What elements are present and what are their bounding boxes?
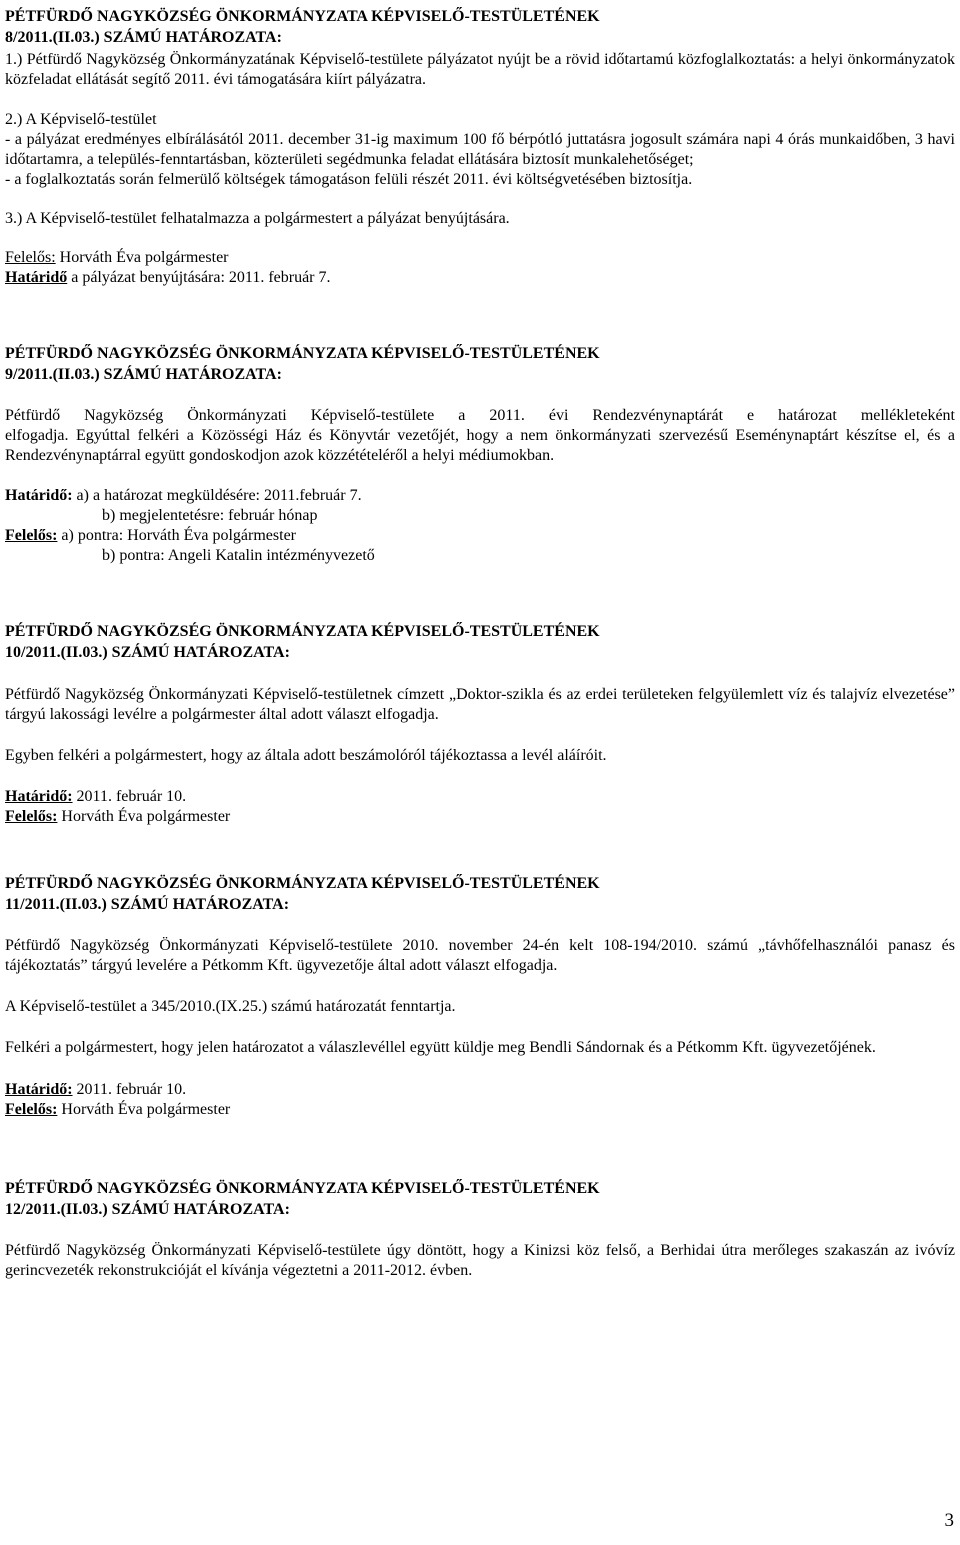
responsible-value: Horváth Éva polgármester bbox=[55, 249, 229, 266]
responsible-value: Horváth Éva polgármester bbox=[57, 808, 231, 825]
resolution-10-number: 10/2011.(II.03.) SZÁMÚ HATÁROZATA: bbox=[5, 644, 290, 661]
resolution-12-text: Pétfürdő Nagyközség Önkormányzati Képviselő-testülete úgy döntött, hogy a Kinizsi köz felső, a Berhidai útra merőleges szakaszán az ivóvíz gerincvezeték rekonstrukcióját el kívánja végeztetni a 2011-2012. évben. bbox=[5, 1242, 955, 1279]
resolution-8-point-3: 3.) A Képviselő-testület felhatalmazza a polgármestert a pályázat benyújtására. bbox=[5, 210, 510, 227]
resolution-11-text: Pétfürdő Nagyközség Önkormányzati Képviselő-testülete 2010. november 24-én kelt 108-194/2010. számú „távhőfelhasználói panasz és tájékoztatás” tárgyú levelére a Pétkomm Kft. ügyvezetője által adott választ elfogadja. bbox=[5, 937, 955, 974]
resolution-11-number: 11/2011.(II.03.) SZÁMÚ HATÁROZATA: bbox=[5, 896, 290, 913]
resolution-8-point-2-item-2: - a foglalkoztatás során felmerülő költségek támogatáson felüli részét 2011. évi költségvetésében biztosítja. bbox=[5, 171, 693, 188]
resolution-8-deadline bbox=[5, 268, 955, 288]
resolution-8-number: 8/2011.(II.03.) SZÁMÚ HATÁROZATA: bbox=[5, 29, 282, 46]
responsible-a: a) pontra: Horváth Éva polgármester bbox=[57, 527, 296, 544]
responsible-label: Felelős: bbox=[5, 1101, 58, 1118]
responsible-label: Felelős: bbox=[5, 808, 58, 825]
responsible-label: Felelős: bbox=[5, 527, 58, 544]
resolution-12-header: PÉTFÜRDŐ NAGYKÖZSÉG ÖNKORMÁNYZATA KÉPVISELŐ-TESTÜLETÉNEK bbox=[5, 1180, 600, 1197]
resolution-9-deadline-b: b) megjelentetésre: február hónap bbox=[102, 507, 318, 524]
resolution-10-text: Pétfürdő Nagyközség Önkormányzati Képviselő-testületnek címzett „Doktor-szikla és az erdei területeken felgyülemlett víz és talajvíz elvezetése” tárgyú lakossági levélre a polgármester által adott választ elfogadja. bbox=[5, 686, 955, 723]
resolution-8-responsible bbox=[5, 248, 955, 268]
resolution-9-text-line-1: Pétfürdő Nagyközség Önkormányzati Képviselő-testülete a 2011. évi Rendezvénynaptárát e határozat mellékleteként bbox=[5, 407, 955, 424]
resolution-8-point-1: 1.) Pétfürdő Nagyközség Önkormányzatának Képviselő-testülete pályázatot nyújt be a rövid időtartamú közfoglalkoztatás: a helyi önkormányzatok közfeladat ellátását segítő 2011. évi támogatására kiírt pályázatra. bbox=[5, 51, 955, 88]
page-number: 3 bbox=[944, 1510, 954, 1531]
resolution-8-header: PÉTFÜRDŐ NAGYKÖZSÉG ÖNKORMÁNYZATA KÉPVISELŐ-TESTÜLETÉNEK bbox=[5, 8, 600, 25]
responsible-label: Felelős: bbox=[5, 249, 56, 266]
resolution-10-header: PÉTFÜRDŐ NAGYKÖZSÉG ÖNKORMÁNYZATA KÉPVISELŐ-TESTÜLETÉNEK bbox=[5, 623, 600, 640]
resolution-11-maintain: A Képviselő-testület a 345/2010.(IX.25.) számú határozatát fenntartja. bbox=[5, 998, 456, 1015]
resolution-9-responsible bbox=[5, 526, 955, 546]
deadline-label: Határidő bbox=[5, 269, 68, 286]
resolution-11-deadline bbox=[5, 1080, 955, 1100]
resolution-10-deadline bbox=[5, 787, 955, 807]
resolution-11-request: Felkéri a polgármestert, hogy jelen határozatot a válaszlevéllel együtt küldje meg Bendli Sándornak és a Pétkomm Kft. ügyvezetőjének. bbox=[5, 1039, 876, 1056]
document-page bbox=[5, 6, 955, 1281]
deadline-value: 2011. február 10. bbox=[72, 788, 187, 805]
deadline-value: a pályázat benyújtására: 2011. február 7. bbox=[67, 269, 331, 286]
deadline-value: 2011. február 10. bbox=[72, 1081, 187, 1098]
resolution-8-point-2-intro: 2.) A Képviselő-testület bbox=[5, 111, 157, 128]
resolution-12-number: 12/2011.(II.03.) SZÁMÚ HATÁROZATA: bbox=[5, 1201, 290, 1218]
deadline-a: a) a határozat megküldésére: 2011.február 7. bbox=[72, 487, 362, 504]
resolution-9-responsible-b: b) pontra: Angeli Katalin intézményvezető bbox=[102, 547, 375, 564]
resolution-8-point-2-item-1: - a pályázat eredményes elbírálásától 2011. december 31-ig maximum 100 fő bérpótló juttatásra jogosult számára napi 4 órás munkaidőben, 3 havi időtartamra, a település-fenntartásban, közterületi segédmunka feladat ellátására biztosít munkalehetőséget; bbox=[5, 131, 955, 168]
resolution-11-responsible bbox=[5, 1100, 955, 1120]
resolution-9-deadline bbox=[5, 486, 955, 506]
resolution-9-header: PÉTFÜRDŐ NAGYKÖZSÉG ÖNKORMÁNYZATA KÉPVISELŐ-TESTÜLETÉNEK bbox=[5, 345, 600, 362]
deadline-label: Határidő: bbox=[5, 1081, 73, 1098]
deadline-label: Határidő: bbox=[5, 788, 73, 805]
resolution-10-request: Egyben felkéri a polgármestert, hogy az általa adott beszámolóról tájékoztassa a levél aláíróit. bbox=[5, 747, 607, 764]
resolution-11-header: PÉTFÜRDŐ NAGYKÖZSÉG ÖNKORMÁNYZATA KÉPVISELŐ-TESTÜLETÉNEK bbox=[5, 875, 600, 892]
resolution-9-text: elfogadja. Egyúttal felkéri a Közösségi Ház és Könyvtár vezetőjét, hogy a nem önkormányzati szervezésű Eseménynaptárt készítse el, és a Rendezvénynaptárral együtt gondoskodjon azok közzétételéről a helyi médiumokban. bbox=[5, 427, 955, 464]
responsible-value: Horváth Éva polgármester bbox=[57, 1101, 231, 1118]
deadline-label: Határidő: bbox=[5, 487, 73, 504]
resolution-9-number: 9/2011.(II.03.) SZÁMÚ HATÁROZATA: bbox=[5, 366, 282, 383]
resolution-10-responsible bbox=[5, 807, 955, 827]
